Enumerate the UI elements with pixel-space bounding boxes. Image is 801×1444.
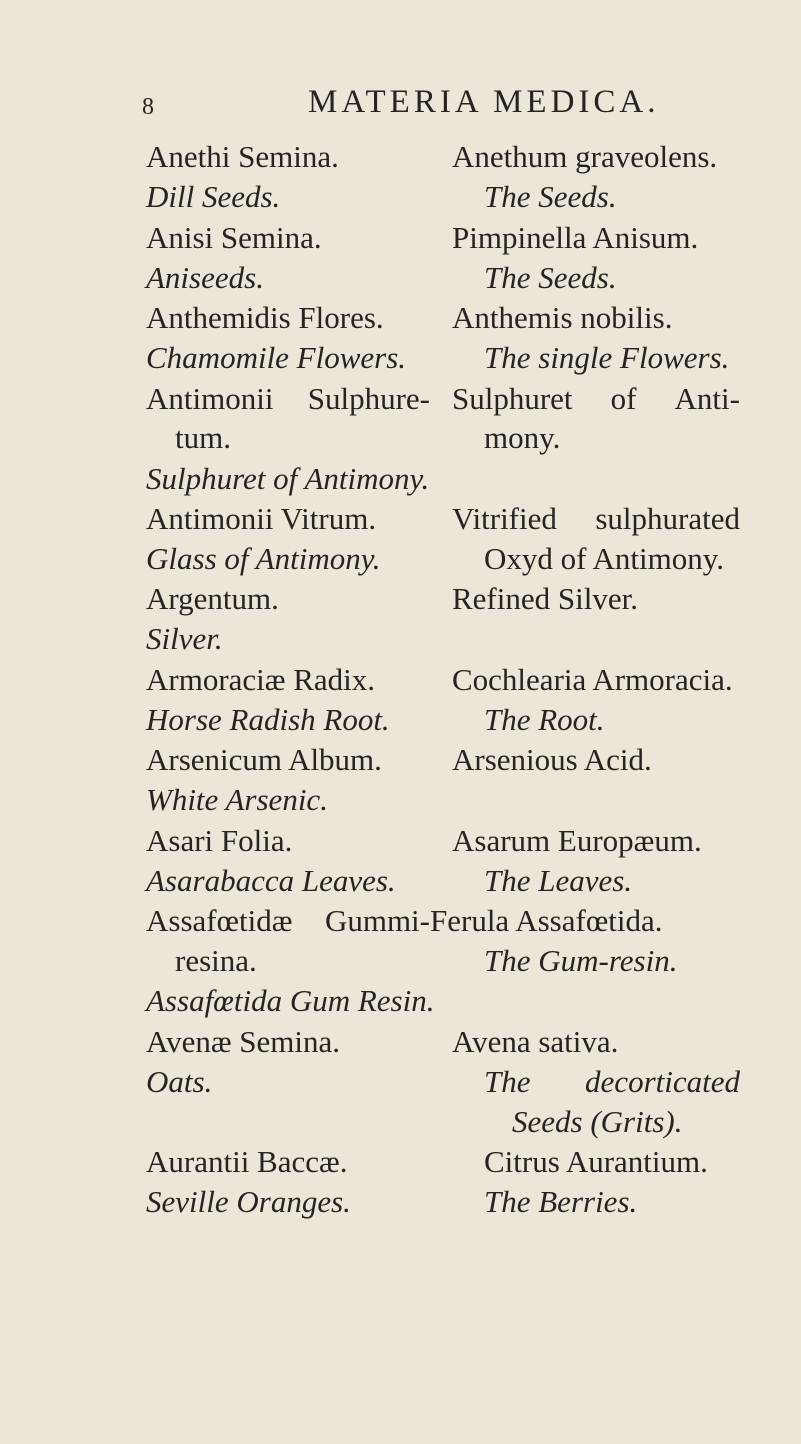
plant-part: The Root.	[484, 702, 605, 737]
latin-name: Avenæ Semina.	[146, 1024, 341, 1059]
latin-name	[146, 901, 430, 941]
latin-name	[146, 379, 430, 419]
english-name: Glass of Antimony.	[146, 541, 381, 576]
page-number: 8	[142, 94, 154, 120]
latin-name: Arsenicum Album.	[146, 742, 382, 777]
latin-name: Armoraciæ Radix.	[146, 662, 376, 697]
english-name: Oats.	[146, 1064, 213, 1099]
english-name: Dill Seeds.	[146, 179, 281, 214]
botanical-name-continued: mony.	[484, 420, 561, 455]
botanical-name: Ferula Assafœtida.	[430, 903, 663, 938]
plant-part-continued: Seeds (Grits).	[512, 1104, 683, 1139]
latin-name: Asari Folia.	[146, 823, 293, 858]
latin-name-word: Gummi-	[324, 903, 430, 938]
botanical-name: Anethum graveolens.	[452, 139, 718, 174]
botanical-name	[452, 499, 740, 539]
latin-name-word: Assafœtidæ	[146, 903, 293, 938]
botanical-name: Cochlearia Armoracia.	[452, 662, 733, 697]
plant-part: The Seeds.	[484, 179, 617, 214]
running-head: MATERIA MEDICA.	[308, 84, 660, 120]
plant-part: The Gum-resin.	[484, 943, 678, 978]
english-name: Horse Radish Root.	[146, 702, 390, 737]
botanical-name: Pimpinella Anisum.	[452, 220, 699, 255]
english-name: White Arsenic.	[146, 782, 328, 817]
latin-name-word: Sulphure-	[307, 381, 430, 416]
latin-name-word: Antimonii	[146, 381, 274, 416]
english-name: Asarabacca Leaves.	[146, 863, 396, 898]
english-name: Silver.	[146, 621, 223, 656]
latin-name: Anthemidis Flores.	[146, 300, 384, 335]
botanical-name-continued: Oxyd of Antimony.	[484, 541, 724, 576]
latin-name: Aurantii Baccæ.	[146, 1144, 348, 1179]
plant-part-word: decorticated	[585, 1064, 740, 1099]
botanical-name-word: Sulphuret	[452, 381, 573, 416]
latin-name: Anisi Semina.	[146, 220, 322, 255]
english-name: Aniseeds.	[146, 260, 264, 295]
botanical-name-word: of	[610, 381, 637, 416]
botanical-name: Avena sativa.	[452, 1024, 619, 1059]
english-name: Assafœtida Gum Resin.	[146, 983, 435, 1018]
botanical-name	[452, 379, 740, 419]
english-name: Seville Oranges.	[146, 1184, 351, 1219]
latin-name: Argentum.	[146, 581, 279, 616]
botanical-name-word: Vitrified	[452, 501, 557, 536]
botanical-name-word: sulphurated	[595, 501, 740, 536]
botanical-name: Asarum Europæum.	[452, 823, 702, 858]
latin-name-continued: tum.	[175, 420, 231, 455]
english-name: Chamomile Flowers.	[146, 340, 407, 375]
botanical-name: Refined Silver.	[452, 581, 638, 616]
botanical-name: Arsenious Acid.	[452, 742, 652, 777]
plant-part: The Leaves.	[484, 863, 633, 898]
plant-part-word: The	[484, 1064, 531, 1099]
latin-name-continued: resina.	[175, 943, 257, 978]
plant-part: The Berries.	[484, 1184, 638, 1219]
plant-part	[484, 1062, 740, 1102]
latin-name: Anethi Semina.	[146, 139, 339, 174]
latin-name: Antimonii Vitrum.	[146, 501, 377, 536]
english-name: Sulphuret of Antimony.	[146, 461, 430, 496]
plant-part: The Seeds.	[484, 260, 617, 295]
botanical-name: Anthemis nobilis.	[452, 300, 673, 335]
botanical-name-word: Anti-	[674, 381, 740, 416]
plant-part: The single Flowers.	[484, 340, 730, 375]
botanical-name: Citrus Aurantium.	[484, 1144, 708, 1179]
